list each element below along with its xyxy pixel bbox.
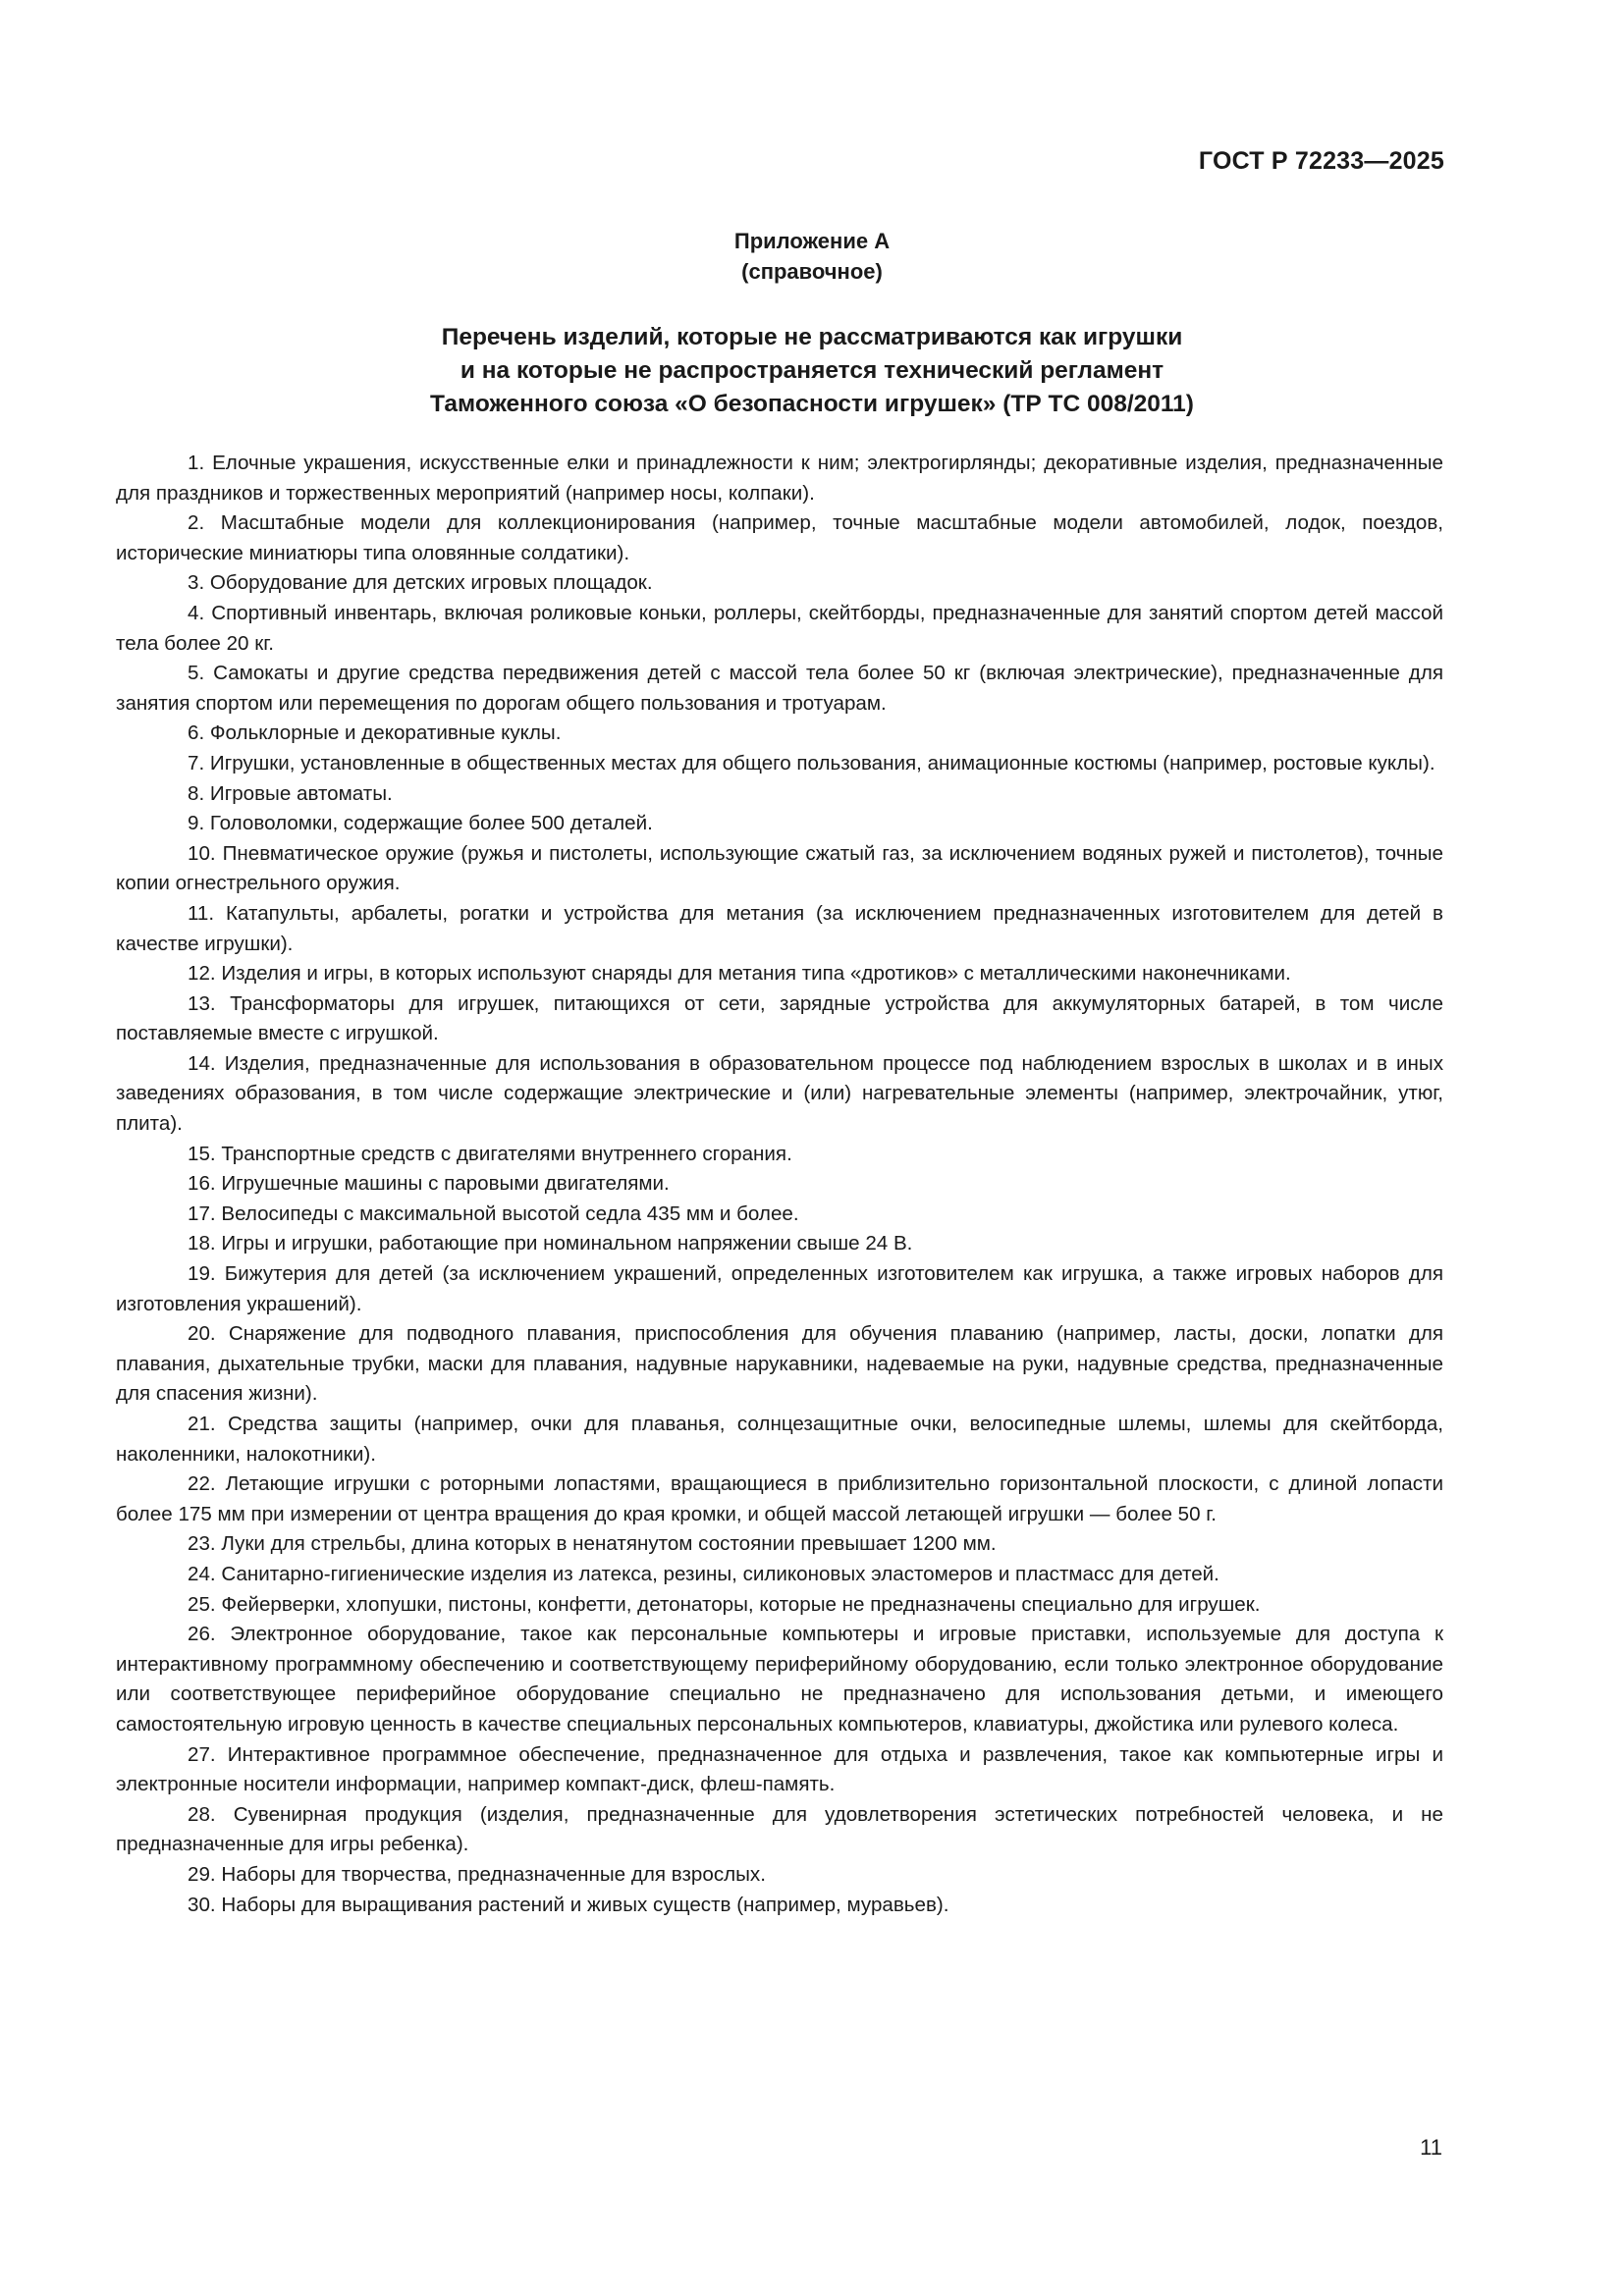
list-item: 29. Наборы для творчества, предназначенные для взрослых. — [188, 1862, 766, 1886]
list-item: 16. Игрушечные машины с паровыми двигателями. — [188, 1172, 670, 1196]
list-item: 27. Интерактивное программное обеспечение, предназначенное для отдыха и развлечения, такое как компьютерные игры и электронные носители информации, например компакт-диск, флеш-память. — [116, 1742, 1443, 1796]
list-item: 6. Фольклорные и декоративные куклы. — [188, 721, 562, 745]
heading-line: Таможенного союза «О безопасности игрушек» (ТР ТС 008/2011) — [430, 391, 1194, 417]
list-item: 13. Трансформаторы для игрушек, питающихся от сети, зарядные устройства для аккумуляторных батарей, в том числе поставляемые вместе с игрушкой. — [116, 991, 1443, 1045]
list-item: 26. Электронное оборудование, такое как персональные компьютеры и игровые приставки, используемые для доступа к интерактивному программному обеспечению и соответствующему периферийному оборудованию, если только электронное оборудование или соответствующее периферийное оборудование специально не предназначено для использования детьми, и имеющего самостоятельную игровую ценность в качестве специальных персональных компьютеров, клавиатуры, джойстика или рулевого колеса. — [116, 1623, 1443, 1735]
appendix-title: Приложение А — [733, 229, 891, 253]
list-item: 10. Пневматическое оружие (ружья и пистолеты, использующие сжатый газ, за исключением водяных ружей и пистолетов), точные копии огнестрельного оружия. — [116, 841, 1443, 895]
list-item: 2. Масштабные модели для коллекционирования (например, точные масштабные модели автомобилей, лодок, поездов, исторические миниатюры типа оловянные солдатики). — [116, 511, 1443, 564]
list-item: 17. Велосипеды с максимальной высотой седла 435 мм и более. — [188, 1201, 799, 1225]
heading-line: и на которые не распространяется технический регламент — [460, 357, 1164, 384]
list-item: 18. Игры и игрушки, работающие при номинальном напряжении свыше 24 В. — [188, 1232, 913, 1255]
list-item: 3. Оборудование для детских игровых площадок. — [188, 571, 653, 595]
list-item: 11. Катапульты, арбалеты, рогатки и устройства для метания (за исключением предназначенных изготовителем для детей в качестве игрушки). — [116, 901, 1443, 955]
list-item: 28. Сувенирная продукция (изделия, предназначенные для удовлетворения эстетических потребностей человека, и не предназначенные для игры ребенка). — [116, 1802, 1443, 1856]
appendix-heading — [0, 321, 1624, 421]
list-item: 5. Самокаты и другие средства передвижения детей с массой тела более 50 кг (включая электрические), предназначенные для занятия спортом или перемещения по дорогам общего пользования и тротуарам. — [116, 662, 1443, 715]
list-item: 9. Головоломки, содержащие более 500 деталей. — [188, 812, 653, 835]
list-item: 8. Игровые автоматы. — [188, 781, 393, 805]
list-item: 7. Игрушки, установленные в общественных местах для общего пользования, анимационные костюмы (например, ростовые куклы). — [188, 751, 1435, 774]
list-item: 1. Елочные украшения, искусственные елки и принадлежности к ним; электрогирлянды; декоративные изделия, предназначенные для праздников и торжественных мероприятий (например носы, колпаки). — [116, 452, 1443, 505]
page-number: 11 — [1420, 2135, 1442, 2160]
appendix-kind: (справочное) — [741, 259, 883, 284]
list-item: 15. Транспортные средств с двигателями внутреннего сгорания. — [188, 1142, 792, 1165]
list-item: 20. Снаряжение для подводного плавания, приспособления для обучения плаванию (например, ласты, доски, лопатки для плавания, дыхательные трубки, маски для плавания, надувные нарукавники, надеваемые на руки, надувные средства, предназначенные для спасения жизни). — [116, 1322, 1443, 1406]
list-item: 4. Спортивный инвентарь, включая роликовые коньки, роллеры, скейтборды, предназначенные для занятий спортом детей массой тела более 20 кг. — [116, 601, 1443, 655]
list-item: 22. Летающие игрушки с роторными лопастями, вращающиеся в приблизительно горизонтальной плоскости, с длиной лопасти более 175 мм при измерении от центра вращения до края кромки, и общей массой летающей игрушки — более 50 г. — [116, 1472, 1443, 1525]
heading-line: Перечень изделий, которые не рассматриваются как игрушки — [441, 324, 1183, 350]
list-item: 25. Фейерверки, хлопушки, пистоны, конфетти, детонаторы, которые не предназначены специально для игрушек. — [188, 1592, 1261, 1616]
document-code: ГОСТ Р 72233—2025 — [1198, 147, 1444, 175]
list-item: 23. Луки для стрельбы, длина которых в ненатянутом состоянии превышает 1200 мм. — [188, 1532, 997, 1556]
list-item: 30. Наборы для выращивания растений и живых существ (например, муравьев). — [188, 1893, 949, 1916]
list-item: 12. Изделия и игры, в которых используют снаряды для метания типа «дротиков» с металлическими наконечниками. — [188, 962, 1291, 986]
list-item: 24. Санитарно-гигиенические изделия из латекса, резины, силиконовых эластомеров и пластмасс для детей. — [188, 1562, 1219, 1585]
excluded-items-list — [116, 449, 1443, 1920]
list-item: 21. Средства защиты (например, очки для плаванья, солнцезащитные очки, велосипедные шлемы, шлемы для скейтборда, наколенники, налокотники). — [116, 1413, 1443, 1466]
list-item: 14. Изделия, предназначенные для использования в образовательном процессе под наблюдением взрослых в школах и в иных заведениях образования, в том числе содержащие электрические и (или) нагревательные элементы (например, электрочайник, утюг, плита). — [116, 1051, 1443, 1136]
list-item: 19. Бижутерия для детей (за исключением украшений, определенных изготовителем как игрушка, а также игровых наборов для изготовления украшений). — [116, 1262, 1443, 1315]
